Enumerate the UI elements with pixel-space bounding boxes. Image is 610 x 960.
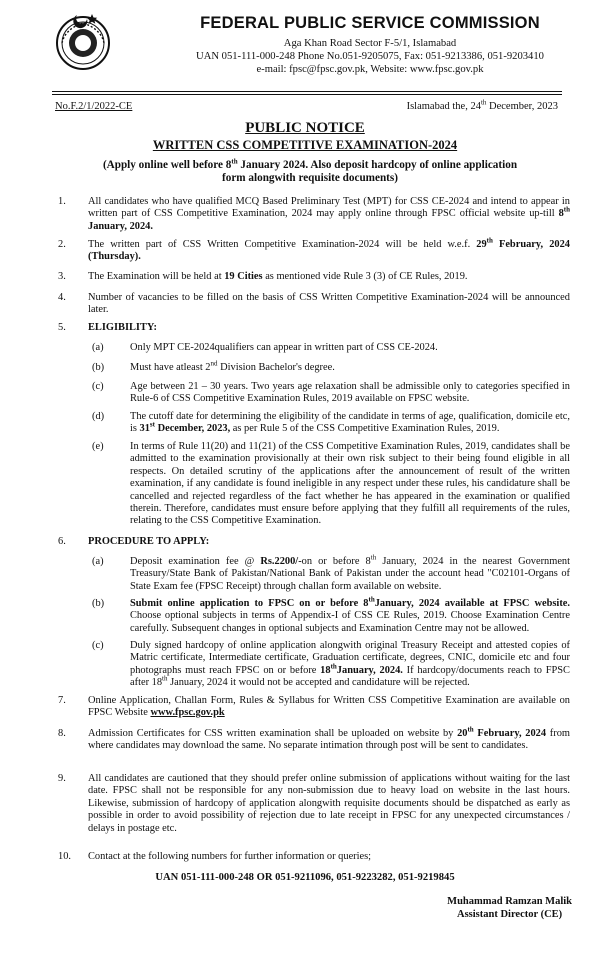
eligibility-c-text: Age between 21 – 30 years. Two years age relaxation shall be admissible only to categories specified in Rule-6 of CSS Competitive Examination Rules, 2019 available on FPSC website. [130, 381, 570, 405]
procedure-a-text: Deposit examination fee @ Rs.2200/-on or before 8th January, 2024 in the nearest Government Treasury/State Bank of Pakistan/National Bank of Pakistan under the account head "C02101-Organs of State Exam fee (FPSC Receipt) through challan form available on website. [130, 553, 571, 592]
eligibility-e-text: In terms of Rule 11(20) and 11(21) of the CSS Competitive Examination Rules, 2019, candidates shall be admitted to the examination provisionally at their own risk subject to their being found eligible in all respects. On detailed scrutiny of the applications after the announcement of result of the written examination, if any candidate is found ineligible in any respect under these rules, his candidature shall be cancelled and rejected regardless of the fact whether he has appeared in the examination or qualified therein. Therefore, candidates must ensure before applying that they fulfill all requirements of the rules, relating to the CSS Competitive Examination. [130, 441, 570, 527]
item-7-text: Online Application, Challan Form, Rules & Syllabus for Written CSS Competitive Examination are available on FPSC Website www.fpsc.gov.pk [88, 695, 570, 719]
signatory-designation: Assistant Director (CE) [456, 908, 563, 920]
item-number: 7. [58, 695, 66, 706]
signatory-name: Muhammad Ramzan Malik [447, 896, 572, 907]
item-10-text: Contact at the following numbers for further information or queries; [88, 851, 372, 862]
reference-number: No.F.2/1/2022-CE [55, 101, 133, 112]
fpsc-emblem-logo [52, 10, 114, 72]
item-8-text: Admission Certificates for CSS written examination shall be uploaded on website by 20th February, 2024 from where candidates may download the same. No separate intimation through post will be sent to candidates. [88, 725, 571, 752]
procedure-b-text: Submit online application to FPSC on or before 8thJanuary, 2024 available at FPSC website. Choose optional subjects in terms of Appendix-I of CSS CE Rules, 2019. Choose Examination Centre carefully. Subsequent changes in optional subjects and Examination Centre may not be allowed. [130, 595, 570, 634]
sub-item-label: (b) [92, 362, 105, 373]
eligibility-d-text: The cutoff date for determining the eligibility of the candidate in terms of age, qualification, domicile etc, is 31st December, 2023, as per Rule 5 of the CSS Competitive Examination Rules, 2019. [130, 411, 570, 435]
notice-date: Islamabad the, 24th December, 2023 [406, 98, 558, 112]
header-divider-thin [52, 94, 562, 95]
header-divider [52, 91, 562, 92]
contact-numbers: UAN 051-111-000-248 OR 051-9211096, 051-9223282, 051-9219845 [155, 872, 455, 883]
sub-item-label: (e) [92, 441, 104, 452]
sub-item-label: (b) [92, 598, 105, 609]
commission-title: FEDERAL PUBLIC SERVICE COMMISSION [200, 14, 540, 32]
item-number: 9. [58, 773, 66, 784]
item-number: 3. [58, 271, 66, 282]
sub-item-label: (c) [92, 381, 104, 392]
item-number: 10. [58, 851, 71, 862]
item-number: 8. [58, 728, 66, 739]
commission-address: Aga Khan Road Sector F-5/1, Islamabad [283, 38, 457, 49]
procedure-c-text: Duly signed hardcopy of online application alongwith original Treasury Receipt and attested copies of Matric certificate, Intermediate certificate, Graduation certificate, degrees, CNIC, domicile etc and four photographs must reach FPSC on or before 18thJanuary, 2024. If hardcopy/documents reach to FPSC after 18th January, 2024 it would not be accepted and candidature will be rejected. [130, 640, 570, 689]
item-1-text: All candidates who have qualified MCQ Based Preliminary Test (MPT) for CSS CE-2024 and intend to appear in written part of CSS Competitive Examination, 2024 may apply online through FPSC official website up-till 8th January, 2024. [88, 196, 570, 232]
eligibility-a-text: Only MPT CE-2024qualifiers can appear in written part of CSS CE-2024. [130, 342, 438, 353]
item-number: 4. [58, 292, 66, 303]
item-number: 2. [58, 239, 66, 250]
item-9-text: All candidates are cautioned that they should prefer online submission of applications without waiting for the last date. FPSC shall not be responsible for any non-submission due to heavy load on website in the last hours. Likewise, submission of hardcopy of application alongwith requisite documents should be dispatched as early as possible in order to avoid possibility of rejection due to late receipt in FPSC for any unexpected circumstances / delays in postage etc. [88, 773, 570, 834]
notice-subtitle: WRITTEN CSS COMPETITIVE EXAMINATION-2024 [152, 138, 458, 152]
eligibility-heading: ELIGIBILITY: [88, 322, 157, 333]
notice-apply-note: (Apply online well before 8th January 2024. Also deposit hardcopy of online application form alongwith requisite documents) [102, 157, 518, 184]
item-2-text: The written part of CSS Written Competitive Examination-2024 will be held w.e.f. 29th February, 2024 (Thursday). [88, 236, 570, 263]
sub-item-label: (a) [92, 556, 104, 567]
item-number: 5. [58, 322, 66, 333]
item-number: 6. [58, 536, 66, 547]
fpsc-website-link[interactable]: www.fpsc.gov.pk [150, 707, 225, 719]
sub-item-label: (a) [92, 342, 104, 353]
item-number: 1. [58, 196, 66, 207]
commission-phones: UAN 051-111-000-248 Phone No.051-9205075, Fax: 051-9213386, 051-9203410 [196, 51, 544, 62]
signature-block [447, 896, 572, 921]
commission-email-website: e-mail: fpsc@fpsc.gov.pk, Website: www.fpsc.gov.pk [256, 64, 484, 75]
notice-title: PUBLIC NOTICE [245, 120, 365, 136]
sub-item-label: (d) [92, 411, 105, 422]
eligibility-b-text: Must have atleast 2nd Division Bachelor's degree. [130, 359, 335, 373]
sub-item-label: (c) [92, 640, 104, 651]
item-3-text: The Examination will be held at 19 Cities as mentioned vide Rule 3 (3) of CE Rules, 2019. [88, 271, 468, 282]
item-4-text: Number of vacancies to be filled on the basis of CSS Written Competitive Examination-2024 will be announced later. [88, 292, 570, 316]
procedure-heading: PROCEDURE TO APPLY: [88, 536, 210, 547]
